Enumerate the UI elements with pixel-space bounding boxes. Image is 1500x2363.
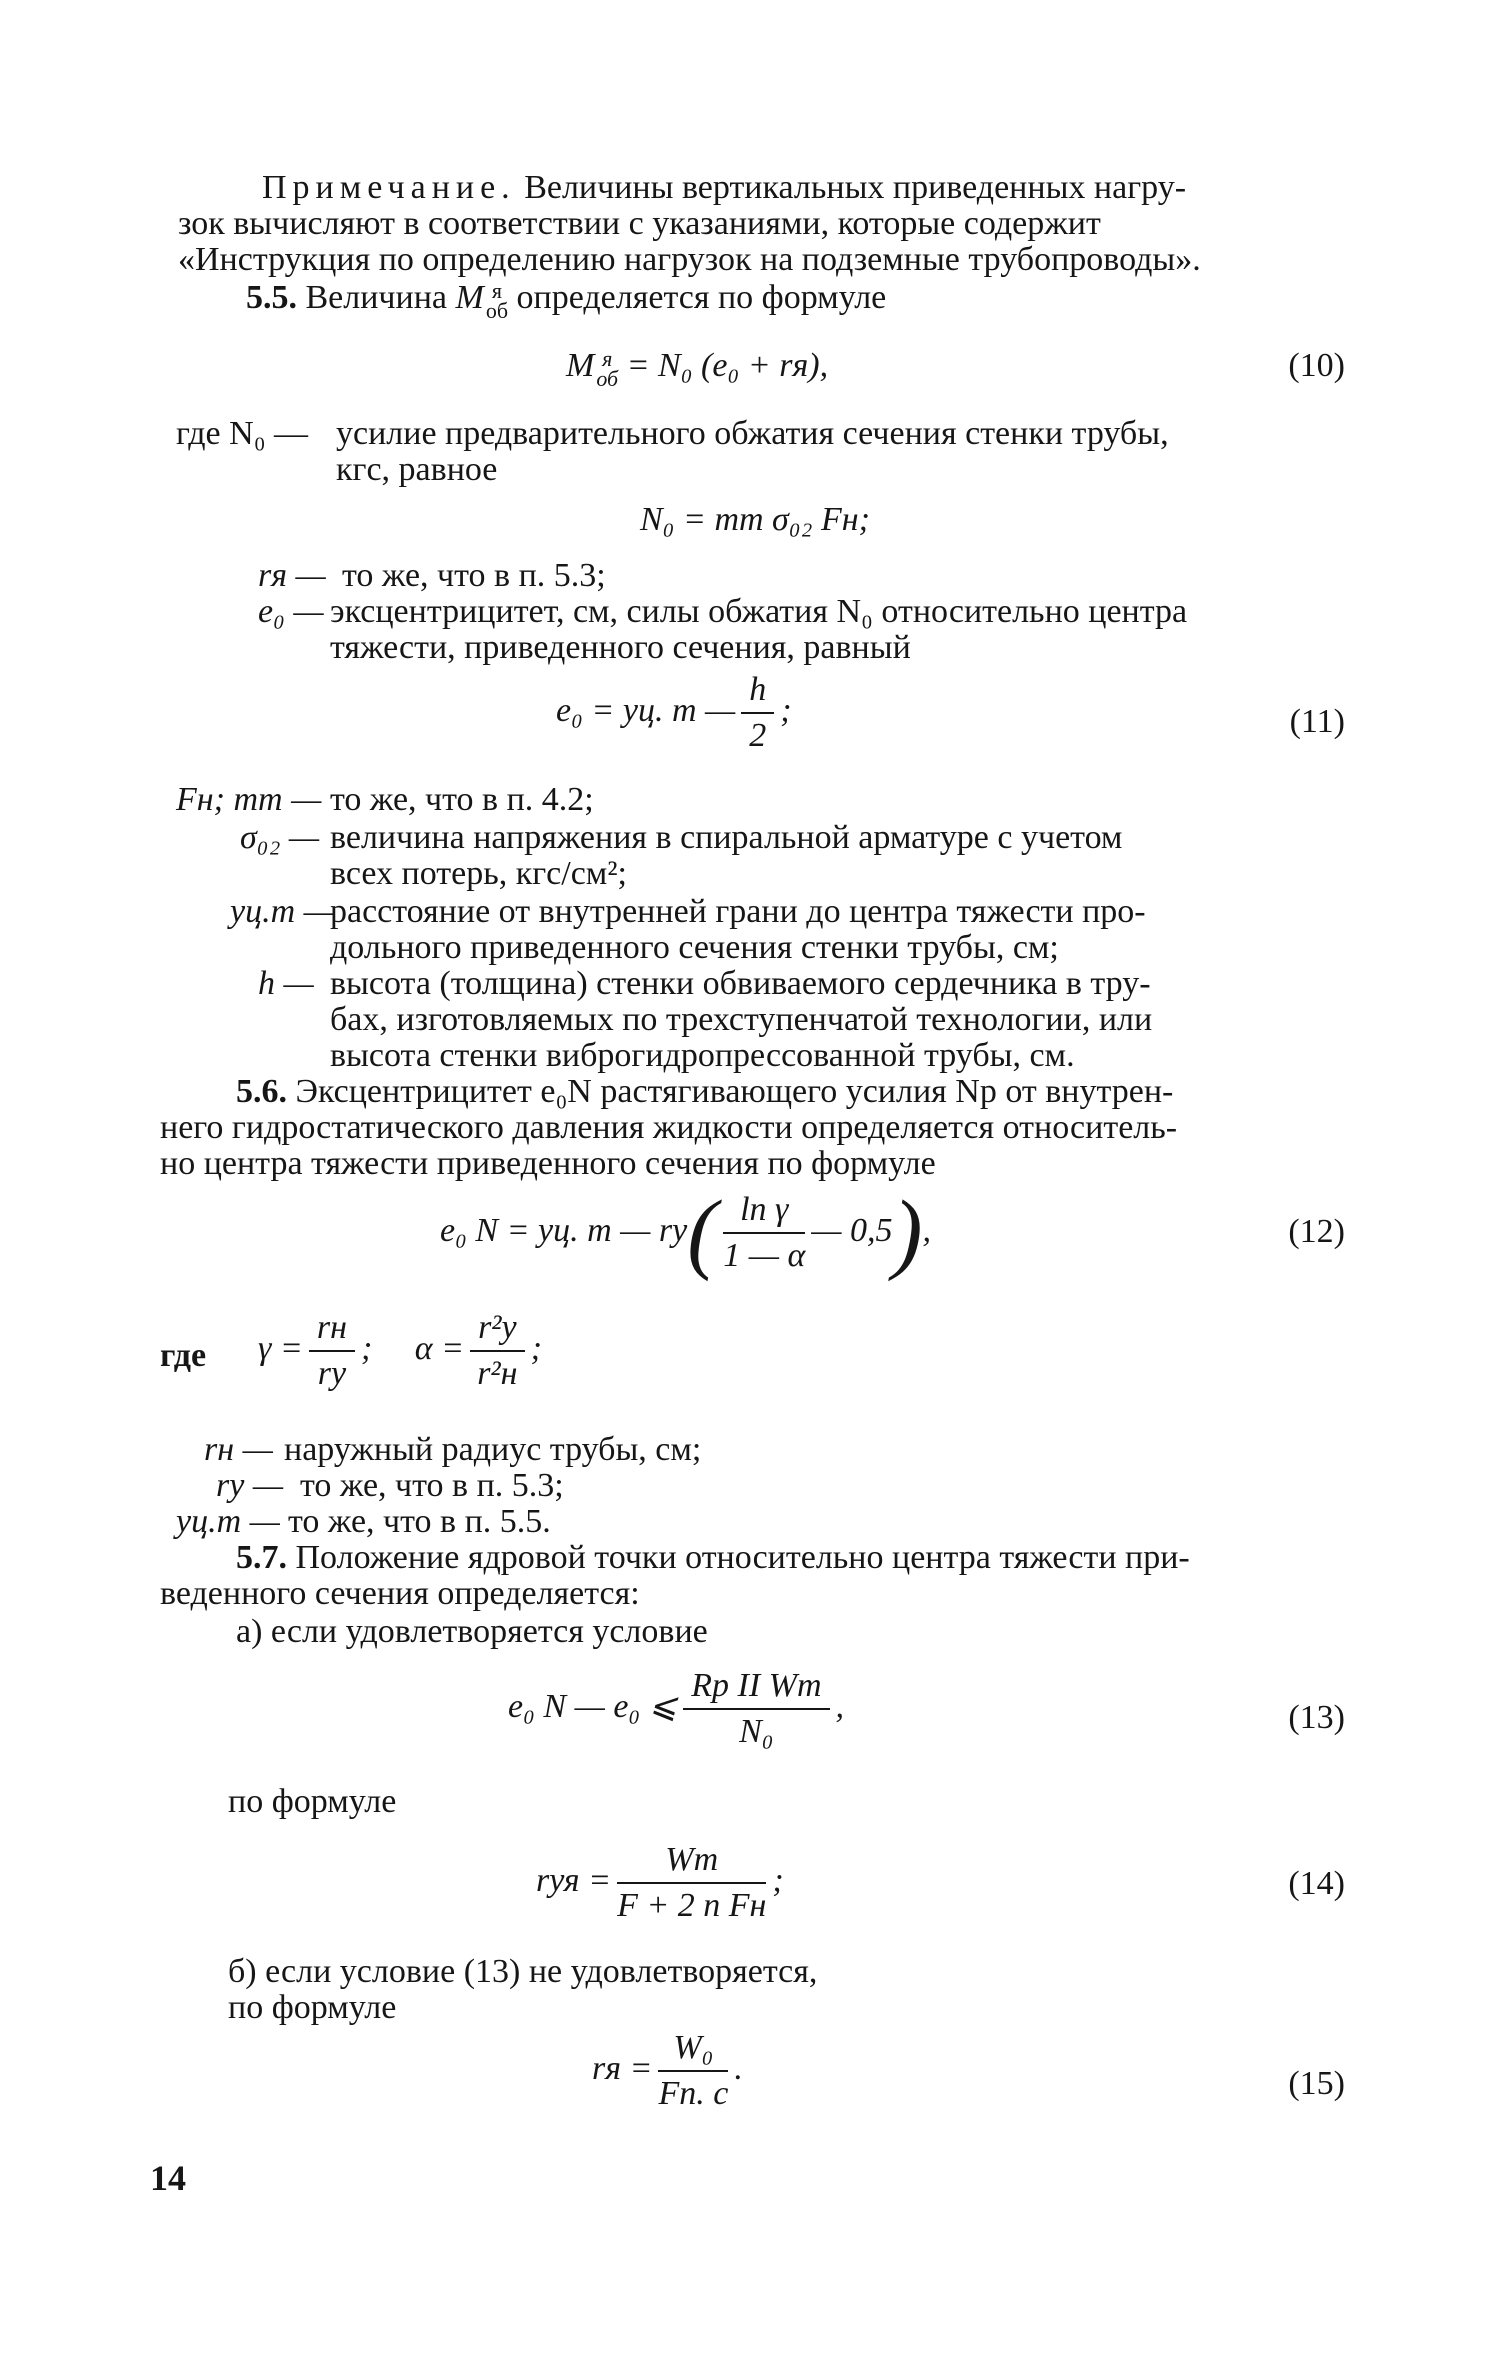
page-number: 14 (150, 2158, 186, 2198)
def-h-text-1: высота (толщина) стенки обвиваемого сердечника в тру- (330, 965, 1151, 1002)
def-h-text-2: бах, изготовляемых по трехступенчатой технологии, или (330, 1001, 1153, 1038)
def-f-label: Fн; mт — (176, 781, 322, 818)
note-line-1 (262, 168, 1186, 208)
def-n0-text-1: усилие предварительного обжатия сечения стенки трубы, (336, 415, 1169, 452)
case-b-text: б) если условие (13) не удовлетворяется, (228, 1953, 818, 1990)
def-r-text: то же, что в п. 5.3; (342, 557, 606, 594)
equation-13: e₀ N — e₀ ⩽ $\frac{\text{Rр II Wт}}{\text{N₀}}$ , (508, 1667, 845, 1750)
equation-14: rуя = $\frac{Wт}{\text{F + 2 n Fн}}$ ; (536, 1841, 784, 1924)
def-e0-text-1: эксцентрицитет, см, силы обжатия N₀ относительно центра (330, 593, 1188, 630)
def-n0-text-2: кгс, равное (336, 451, 498, 488)
def-s-text-1: величина напряжения в спиральной арматуре с учетом (330, 819, 1123, 856)
section-5-7-line-1: 5.7. Положение ядровой точки относительно центра тяжести при- (236, 1539, 1190, 1576)
def-n0-label: где N₀ — (176, 415, 309, 452)
def-yc-label: yц.т — (176, 1503, 280, 1540)
section-5-6-line-1: 5.6. Эксцентрицитет e₀N растягивающего усилия Nр от внутрен- (236, 1073, 1174, 1110)
def-f-text: то же, что в п. 4.2; (330, 781, 594, 818)
section-5-6-line-2: него гидростатического давления жидкости определяется относитель- (160, 1109, 1178, 1146)
def-r-label: rя — (258, 557, 326, 594)
def-y-text-2: дольного приведенного сечения стенки трубы, см; (330, 929, 1059, 966)
section-5-7-line-2: веденного сечения определяется: (160, 1575, 640, 1612)
section-number: 5.5. (246, 279, 297, 316)
def-h-text-3: высота стенки виброгидропрессованной трубы, см. (330, 1037, 1075, 1074)
note-text-1: Величины вертикальных приведенных нагру- (515, 169, 1187, 206)
section-5-5-heading: 5.5. Величина M я об определяется по формуле (246, 278, 887, 323)
def-ry-text: то же, что в п. 5.3; (300, 1467, 564, 1504)
note-line-2: зок вычисляют в соответствии с указаниями, которые содержит (178, 205, 1101, 242)
equation-15: rя = $\frac{\text{W₀}}{Fп. с}$ . (592, 2029, 743, 2112)
where-label: где (160, 1337, 207, 1374)
equation-n0: N₀ = mт σ₀₂ Fн; (640, 501, 870, 538)
section-number: 5.6. (236, 1073, 287, 1110)
section-number: 5.7. (236, 1539, 287, 1576)
note-label: Примечание. (262, 169, 516, 206)
def-ry-label: rу — (216, 1467, 284, 1504)
def-h-label: h — (258, 965, 314, 1002)
by-formula-2: по формуле (228, 1989, 397, 2026)
equation-number-14: (14) (1288, 1865, 1345, 1902)
equation-12: e₀ N = yц. т — rу( $\frac{\text{ln γ}}{1 — \alpha}$ — 0,5), (440, 1183, 932, 1282)
equation-number-12: (12) (1288, 1213, 1345, 1250)
equation-number-13: (13) (1288, 1699, 1345, 1736)
case-a-text: а) если удовлетворяется условие (236, 1613, 708, 1650)
equation-number-11: (11) (1289, 703, 1345, 740)
def-yc-text: то же, что в п. 5.5. (288, 1503, 551, 1540)
def-e0-text-2: тяжести, приведенного сечения, равный (330, 629, 911, 666)
by-formula-1: по формуле (228, 1783, 397, 1820)
gamma-alpha-equation: γ = $\frac{rн}{rу}$ ; α = $\frac{\text{r²у}}{\text{r²н}}$ ; (258, 1309, 542, 1392)
equation-number-15: (15) (1288, 2065, 1345, 2102)
note-line-3: «Инструкция по определению нагрузок на подземные трубопроводы». (178, 241, 1201, 278)
def-rn-text: наружный радиус трубы, см; (284, 1431, 702, 1468)
def-s-label: σ₀₂ — (240, 819, 320, 856)
equation-number-10: (10) (1288, 347, 1345, 384)
equation-10: M я об = N₀ (e₀ + rя), (566, 346, 829, 391)
def-y-label: yц.т — (230, 893, 334, 930)
section-5-6-line-3: но центра тяжести приведенного сечения по формуле (160, 1145, 936, 1182)
equation-11: e₀ = yц. т — $\frac{h}{2}$ ; (556, 671, 792, 754)
symbol-m: M (455, 279, 484, 316)
def-s-text-2: всех потерь, кгс/см²; (330, 855, 627, 892)
def-y-text-1: расстояние от внутренней грани до центра тяжести про- (330, 893, 1146, 930)
def-rn-label: rн — (204, 1431, 273, 1468)
def-e0-label: e₀ — (258, 593, 324, 630)
